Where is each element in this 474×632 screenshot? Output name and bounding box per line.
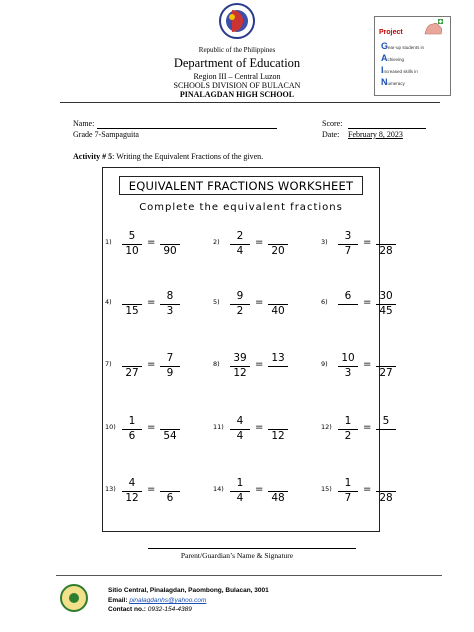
numerator: 9 [236,290,244,302]
given-fraction [229,229,251,259]
problem-number: 3) [321,238,328,246]
project-line-n: Numeracy [381,77,405,87]
footer-address: Sitio Central, Pinalagdan, Paombong, Bulacan, 3001 [108,587,269,594]
equals-sign: = [255,422,264,433]
denominator: 2 [236,305,244,317]
problem-number: 6) [321,298,328,306]
denominator: 28 [379,245,393,257]
problem-number: 5) [213,298,220,306]
worksheet [102,167,393,532]
problem-number: 10) [105,423,116,431]
numerator: 13 [271,352,285,364]
project-line-i: Increased skills in [381,65,418,75]
denominator: 6 [166,492,174,504]
name-field[interactable] [97,128,277,129]
numerator: 1 [344,477,352,489]
denominator: 40 [271,305,285,317]
denominator: 12 [233,367,247,379]
denominator[interactable] [375,430,397,442]
denominator: 4 [236,492,244,504]
numerator[interactable] [267,415,289,427]
deped-seal [219,3,255,39]
answer-fraction [267,414,289,444]
denominator: 27 [379,367,393,379]
problem-1 [105,229,205,259]
answer-fraction [159,351,181,381]
answer-fraction [159,289,181,319]
given-fraction [121,229,143,259]
signature-line[interactable] [148,548,356,549]
equals-sign: = [147,237,156,248]
answer-fraction [375,476,397,506]
given-fraction [337,414,359,444]
problem-number: 13) [105,485,116,493]
problem-15 [321,476,421,506]
given-fraction [229,476,251,506]
equals-sign: = [147,422,156,433]
division-label: SCHOOLS DIVISION OF BULACAN [173,81,301,90]
answer-fraction [375,229,397,259]
project-line-a: Achieving [381,53,405,63]
denominator[interactable] [267,367,289,379]
equals-sign: = [255,237,264,248]
problem-4 [105,289,205,319]
equals-sign: = [147,359,156,370]
numerator[interactable] [375,477,397,489]
numerator: 5 [382,415,390,427]
denominator: 45 [379,305,393,317]
numerator: 1 [344,415,352,427]
denominator: 27 [125,367,139,379]
problem-number: 11) [213,423,224,431]
denominator: 10 [125,245,139,257]
equals-sign: = [255,484,264,495]
numerator: 39 [233,352,247,364]
given-fraction [337,351,359,381]
numerator[interactable] [267,230,289,242]
numerator: 4 [236,415,244,427]
problem-7 [105,351,205,381]
equals-sign: = [147,484,156,495]
answer-fraction [375,289,397,319]
given-fraction [121,414,143,444]
numerator[interactable] [375,352,397,364]
problem-3 [321,229,421,259]
activity-label: Activity # 5 [73,152,113,161]
given-fraction [229,351,251,381]
numerator[interactable] [267,477,289,489]
contact-number: 0932-154-4389 [147,606,192,613]
project-title: Project [379,29,403,36]
equals-sign: = [363,237,372,248]
numerator[interactable] [121,352,143,364]
footer-email-row: Email: pinalagdanhs@yahoo.com [108,597,207,604]
equals-sign: = [363,359,372,370]
region-label: Region III – Central Luzon [193,72,281,81]
activity-instruction [73,152,263,161]
problem-number: 9) [321,360,328,368]
numerator: 6 [344,290,352,302]
problem-number: 8) [213,360,220,368]
equals-sign: = [255,359,264,370]
numerator: 1 [236,477,244,489]
denominator: 9 [166,367,174,379]
header-divider [60,102,440,103]
score-field[interactable] [348,128,426,129]
problem-number: 15) [321,485,332,493]
answer-fraction [159,229,181,259]
denominator: 3 [344,367,352,379]
worksheet-subtitle: Complete the equivalent fractions [139,202,343,213]
equals-sign: = [255,297,264,308]
given-fraction [337,229,359,259]
given-fraction [229,289,251,319]
answer-fraction [267,476,289,506]
school-seal [60,584,88,612]
denominator: 12 [271,430,285,442]
footer-contact-row: Contact no.: 0932-154-4389 [108,606,192,613]
equals-sign: = [363,484,372,495]
activity-text: : Writing the Equivalent Fractions of the given. [112,152,264,161]
numerator[interactable] [159,415,181,427]
equals-sign: = [363,297,372,308]
equals-sign: = [363,422,372,433]
numerator: 5 [128,230,136,242]
given-fraction [121,476,143,506]
answer-fraction [159,414,181,444]
school-name: PINALAGDAN HIGH SCHOOL [179,90,295,99]
denominator[interactable] [337,305,359,317]
answer-fraction [267,229,289,259]
problem-9 [321,351,421,381]
numerator: 4 [128,477,136,489]
denominator: 90 [163,245,177,257]
numerator[interactable] [375,230,397,242]
numerator: 1 [128,415,136,427]
denominator: 2 [344,430,352,442]
denominator: 3 [166,305,174,317]
problem-2 [213,229,313,259]
numerator: 10 [341,352,355,364]
numerator: 8 [166,290,174,302]
numerator[interactable] [121,290,143,302]
worksheet-title: EQUIVALENT FRACTIONS WORKSHEET [119,176,363,195]
numerator: 7 [166,352,174,364]
problem-11 [213,414,313,444]
problem-number: 4) [105,298,112,306]
denominator: 28 [379,492,393,504]
date-value: February 8, 2023 [348,130,403,139]
given-fraction [337,289,359,319]
grade-label: Grade 7-Sampaguita [73,130,139,139]
denominator: 12 [125,492,139,504]
answer-fraction [267,289,289,319]
denominator: 7 [344,492,352,504]
problem-14 [213,476,313,506]
denominator: 15 [125,305,139,317]
answer-fraction [159,476,181,506]
problem-13 [105,476,205,506]
given-fraction [121,289,143,319]
email-link[interactable]: pinalagdanhs@yahoo.com [129,597,207,604]
problem-number: 12) [321,423,332,431]
answer-fraction [267,351,289,381]
answer-fraction [375,351,397,381]
footer-divider [56,575,442,576]
numerator: 2 [236,230,244,242]
given-fraction [337,476,359,506]
flexed-arm-icon [421,18,445,38]
problem-number: 1) [105,238,112,246]
given-fraction [121,351,143,381]
name-label: Name: [73,119,95,128]
republic-label: Republic of the Philippines [198,46,276,54]
denominator: 4 [236,430,244,442]
problem-5 [213,289,313,319]
denominator: 6 [128,430,136,442]
problem-8 [213,351,313,381]
numerator[interactable] [267,290,289,302]
denominator: 20 [271,245,285,257]
signature-label: Parent/Guardian’s Name & Signature [180,551,294,560]
given-fraction [229,414,251,444]
numerator[interactable] [159,477,181,489]
problem-6 [321,289,421,319]
denominator: 54 [163,430,177,442]
denominator: 48 [271,492,285,504]
problem-10 [105,414,205,444]
problem-number: 14) [213,485,224,493]
problem-number: 7) [105,360,112,368]
denominator: 4 [236,245,244,257]
project-line-g: Gear-up students in [381,41,425,51]
denominator: 7 [344,245,352,257]
numerator: 30 [379,290,393,302]
numerator[interactable] [159,230,181,242]
problem-number: 2) [213,238,220,246]
numerator: 3 [344,230,352,242]
answer-fraction [375,414,397,444]
equals-sign: = [147,297,156,308]
problem-12 [321,414,421,444]
date-label: Date: [322,130,340,139]
score-label: Score: [322,119,343,128]
department-title: Department of Education [173,56,301,70]
